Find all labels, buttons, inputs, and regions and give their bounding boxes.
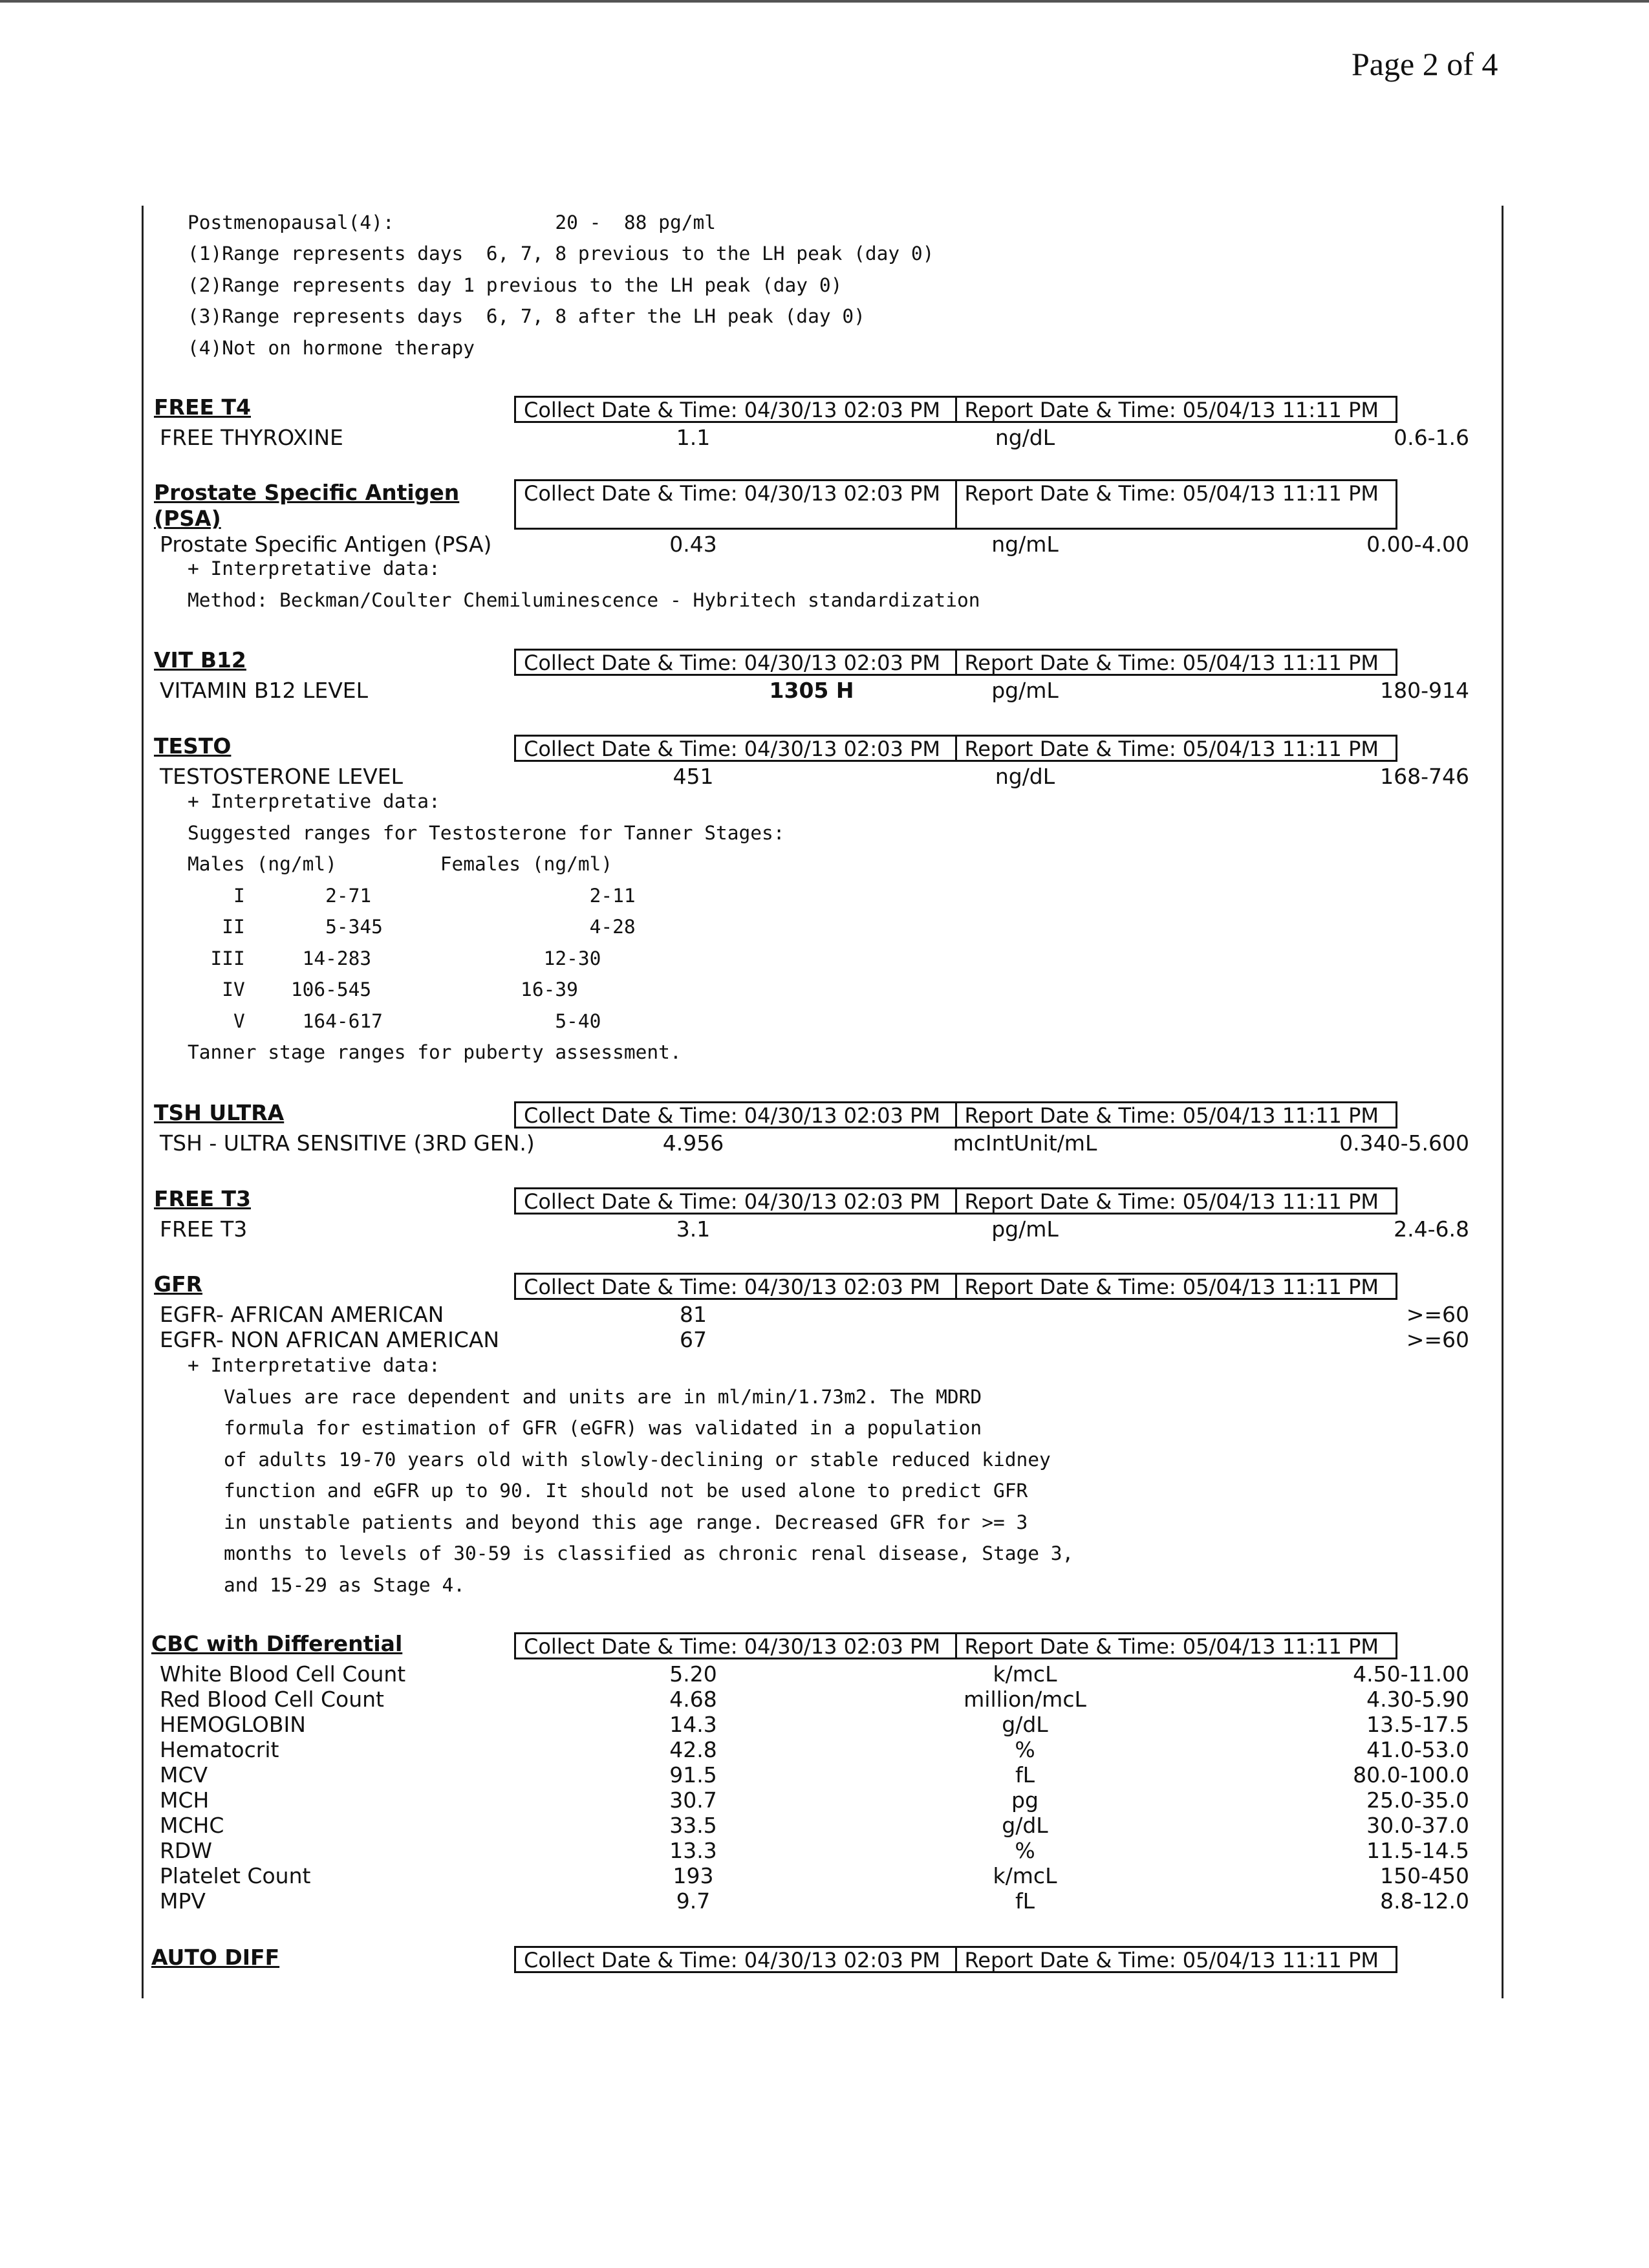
reference-range: 4.30-5.90 bbox=[1366, 1687, 1469, 1712]
report-date: Report Date & Time: 05/04/13 11:11 PM bbox=[955, 1103, 1396, 1127]
date-box bbox=[514, 396, 1397, 423]
collect-date: Collect Date & Time: 04/30/13 02:03 PM bbox=[524, 1634, 940, 1659]
test-value: 3.1 bbox=[676, 1216, 711, 1242]
test-unit: ng/dL bbox=[995, 764, 1055, 789]
date-box bbox=[514, 735, 1397, 762]
scan-top-border bbox=[0, 0, 1649, 3]
test-name: Prostate Specific Antigen (PSA) bbox=[160, 532, 492, 557]
tanner-stage-row: III 14-283 12-30 bbox=[188, 947, 601, 969]
section-title-free-t3: FREE T3 bbox=[154, 1186, 251, 1211]
date-box bbox=[514, 479, 1397, 530]
estradiol-note-line: (2)Range represents day 1 previous to the LH peak (day 0) bbox=[188, 274, 843, 296]
report-frame-right bbox=[1502, 206, 1503, 1998]
interpretative-note: + Interpretative data: bbox=[188, 1354, 440, 1376]
date-box bbox=[514, 1273, 1397, 1300]
report-date: Report Date & Time: 05/04/13 11:11 PM bbox=[955, 737, 1396, 760]
test-unit: fL bbox=[1015, 1762, 1035, 1787]
test-value: 4.956 bbox=[662, 1130, 724, 1156]
test-value: 13.3 bbox=[669, 1838, 717, 1863]
test-name: RDW bbox=[160, 1838, 212, 1863]
reference-range: 80.0-100.0 bbox=[1353, 1762, 1469, 1787]
reference-range: 25.0-35.0 bbox=[1366, 1787, 1469, 1813]
interpretative-note: Values are race dependent and units are in ml/min/1.73m2. The MDRD bbox=[224, 1386, 982, 1408]
estradiol-note-line: (1)Range represents days 6, 7, 8 previous to the LH peak (day 0) bbox=[188, 243, 934, 265]
test-name: MCV bbox=[160, 1762, 208, 1787]
collect-date: Collect Date & Time: 04/30/13 02:03 PM bbox=[524, 1275, 940, 1299]
test-unit: million/mcL bbox=[964, 1687, 1086, 1712]
test-name: Red Blood Cell Count bbox=[160, 1687, 384, 1712]
report-date: Report Date & Time: 05/04/13 11:11 PM bbox=[955, 1275, 1396, 1298]
test-unit: k/mcL bbox=[993, 1661, 1057, 1687]
test-unit: g/dL bbox=[1002, 1813, 1048, 1838]
test-unit: % bbox=[1015, 1737, 1035, 1762]
report-date: Report Date & Time: 05/04/13 11:11 PM bbox=[955, 1948, 1396, 1971]
test-name: VITAMIN B12 LEVEL bbox=[160, 678, 369, 703]
section-title-psa: Prostate Specific Antigen (PSA) bbox=[154, 480, 460, 531]
test-name: Hematocrit bbox=[160, 1737, 279, 1762]
test-value: 0.43 bbox=[669, 532, 717, 557]
test-unit: pg/mL bbox=[991, 678, 1059, 703]
test-unit: pg/mL bbox=[991, 1216, 1059, 1242]
reference-range: 0.340-5.600 bbox=[1339, 1130, 1469, 1156]
test-value: 1.1 bbox=[676, 425, 711, 450]
reference-range: >=60 bbox=[1406, 1327, 1469, 1352]
interpretative-note: + Interpretative data: bbox=[188, 790, 440, 812]
collect-date: Collect Date & Time: 04/30/13 02:03 PM bbox=[524, 1948, 940, 1972]
test-unit: ng/mL bbox=[991, 532, 1059, 557]
test-value: 9.7 bbox=[676, 1888, 711, 1914]
report-frame-left bbox=[142, 206, 144, 1998]
estradiol-note-line: (3)Range represents days 6, 7, 8 after the LH peak (day 0) bbox=[188, 305, 865, 327]
test-name: TESTOSTERONE LEVEL bbox=[160, 764, 404, 789]
test-value: 193 bbox=[673, 1863, 714, 1888]
estradiol-note-line: (4)Not on hormone therapy bbox=[188, 337, 475, 359]
reference-range: 4.50-11.00 bbox=[1353, 1661, 1469, 1687]
test-name: FREE THYROXINE bbox=[160, 425, 343, 450]
test-unit: % bbox=[1015, 1838, 1035, 1863]
interpretative-note: and 15-29 as Stage 4. bbox=[224, 1574, 465, 1596]
reference-range: 150-450 bbox=[1380, 1863, 1469, 1888]
interpretative-note: Suggested ranges for Testosterone for Tanner Stages: bbox=[188, 822, 785, 844]
section-title-tsh: TSH ULTRA bbox=[154, 1100, 285, 1125]
test-value: 4.68 bbox=[669, 1687, 717, 1712]
report-date: Report Date & Time: 05/04/13 11:11 PM bbox=[955, 481, 1396, 528]
date-box bbox=[514, 1946, 1397, 1973]
section-title-testo: TESTO bbox=[154, 733, 232, 759]
interpretative-note: months to levels of 30-59 is classified as chronic renal disease, Stage 3, bbox=[224, 1542, 1074, 1564]
collect-date: Collect Date & Time: 04/30/13 02:03 PM bbox=[524, 651, 940, 675]
test-unit: fL bbox=[1015, 1888, 1035, 1914]
tanner-stage-row: IV 106-545 16-39 bbox=[188, 978, 578, 1000]
reference-range: 2.4-6.8 bbox=[1394, 1216, 1469, 1242]
test-unit: ng/dL bbox=[995, 425, 1055, 450]
test-name: EGFR- AFRICAN AMERICAN bbox=[160, 1302, 444, 1327]
report-date: Report Date & Time: 05/04/13 11:11 PM bbox=[955, 1189, 1396, 1213]
interpretative-note: formula for estimation of GFR (eGFR) was validated in a population bbox=[224, 1417, 982, 1439]
reference-range: 0.00-4.00 bbox=[1366, 532, 1469, 557]
reference-range: 168-746 bbox=[1380, 764, 1469, 789]
test-name: Platelet Count bbox=[160, 1863, 311, 1888]
section-title-auto-diff: AUTO DIFF bbox=[151, 1945, 280, 1970]
date-box bbox=[514, 649, 1397, 676]
test-value: 33.5 bbox=[669, 1813, 717, 1838]
reference-range: 41.0-53.0 bbox=[1366, 1737, 1469, 1762]
test-name: FREE T3 bbox=[160, 1216, 248, 1242]
collect-date: Collect Date & Time: 04/30/13 02:03 PM bbox=[524, 737, 940, 761]
test-value: 42.8 bbox=[669, 1737, 717, 1762]
section-title-gfr: GFR bbox=[154, 1271, 203, 1297]
test-value: 30.7 bbox=[669, 1787, 717, 1813]
collect-date: Collect Date & Time: 04/30/13 02:03 PM bbox=[524, 1189, 940, 1214]
test-value: 67 bbox=[680, 1327, 707, 1352]
test-name: White Blood Cell Count bbox=[160, 1661, 406, 1687]
report-date: Report Date & Time: 05/04/13 11:11 PM bbox=[955, 1634, 1396, 1658]
interpretative-note: of adults 19-70 years old with slowly-declining or stable reduced kidney bbox=[224, 1449, 1051, 1471]
report-date: Report Date & Time: 05/04/13 11:11 PM bbox=[955, 651, 1396, 674]
test-value: 91.5 bbox=[669, 1762, 717, 1787]
test-value: 5.20 bbox=[669, 1661, 717, 1687]
reference-range: 11.5-14.5 bbox=[1366, 1838, 1469, 1863]
test-unit: mcIntUnit/mL bbox=[953, 1130, 1097, 1156]
estradiol-note-line: Postmenopausal(4): 20 - 88 pg/ml bbox=[188, 211, 716, 233]
date-box bbox=[514, 1101, 1397, 1129]
test-name: TSH - ULTRA SENSITIVE (3RD GEN.) bbox=[160, 1130, 535, 1156]
test-value-high-flag: 1305 H bbox=[769, 678, 854, 703]
reference-range: 0.6-1.6 bbox=[1394, 425, 1469, 450]
tanner-stage-row: I 2-71 2-11 bbox=[188, 885, 636, 907]
report-date: Report Date & Time: 05/04/13 11:11 PM bbox=[955, 398, 1396, 421]
reference-range: 180-914 bbox=[1380, 678, 1469, 703]
test-unit: g/dL bbox=[1002, 1712, 1048, 1737]
test-unit: pg bbox=[1011, 1787, 1039, 1813]
test-value: 14.3 bbox=[669, 1712, 717, 1737]
test-name: MCHC bbox=[160, 1813, 224, 1838]
collect-date: Collect Date & Time: 04/30/13 02:03 PM bbox=[524, 481, 940, 506]
interpretative-note: function and eGFR up to 90. It should not be used alone to predict GFR bbox=[224, 1480, 1028, 1502]
test-name: MPV bbox=[160, 1888, 206, 1914]
date-box bbox=[514, 1632, 1397, 1659]
test-name: EGFR- NON AFRICAN AMERICAN bbox=[160, 1327, 500, 1352]
reference-range: 13.5-17.5 bbox=[1366, 1712, 1469, 1737]
interpretative-note: Method: Beckman/Coulter Chemiluminescence - Hybritech standardization bbox=[188, 589, 980, 611]
reference-range: >=60 bbox=[1406, 1302, 1469, 1327]
section-title-vit-b12: VIT B12 bbox=[154, 647, 246, 673]
test-value: 81 bbox=[680, 1302, 707, 1327]
date-box bbox=[514, 1187, 1397, 1215]
page-number: Page 2 of 4 bbox=[1352, 46, 1498, 82]
test-value: 451 bbox=[673, 764, 714, 789]
test-name: HEMOGLOBIN bbox=[160, 1712, 306, 1737]
interpretative-note: + Interpretative data: bbox=[188, 557, 440, 579]
collect-date: Collect Date & Time: 04/30/13 02:03 PM bbox=[524, 398, 940, 422]
interpretative-note: Tanner stage ranges for puberty assessment. bbox=[188, 1041, 682, 1063]
interpretative-note: in unstable patients and beyond this age range. Decreased GFR for >= 3 bbox=[224, 1511, 1028, 1533]
test-unit: k/mcL bbox=[993, 1863, 1057, 1888]
reference-range: 8.8-12.0 bbox=[1380, 1888, 1469, 1914]
collect-date: Collect Date & Time: 04/30/13 02:03 PM bbox=[524, 1103, 940, 1128]
tanner-stage-row: V 164-617 5-40 bbox=[188, 1010, 601, 1032]
tanner-stage-row: II 5-345 4-28 bbox=[188, 916, 636, 938]
reference-range: 30.0-37.0 bbox=[1366, 1813, 1469, 1838]
test-name: MCH bbox=[160, 1787, 210, 1813]
section-title-free-t4: FREE T4 bbox=[154, 394, 251, 420]
section-title-cbc: CBC with Differential bbox=[151, 1631, 403, 1656]
tanner-table-header: Males (ng/ml) Females (ng/ml) bbox=[188, 853, 613, 875]
